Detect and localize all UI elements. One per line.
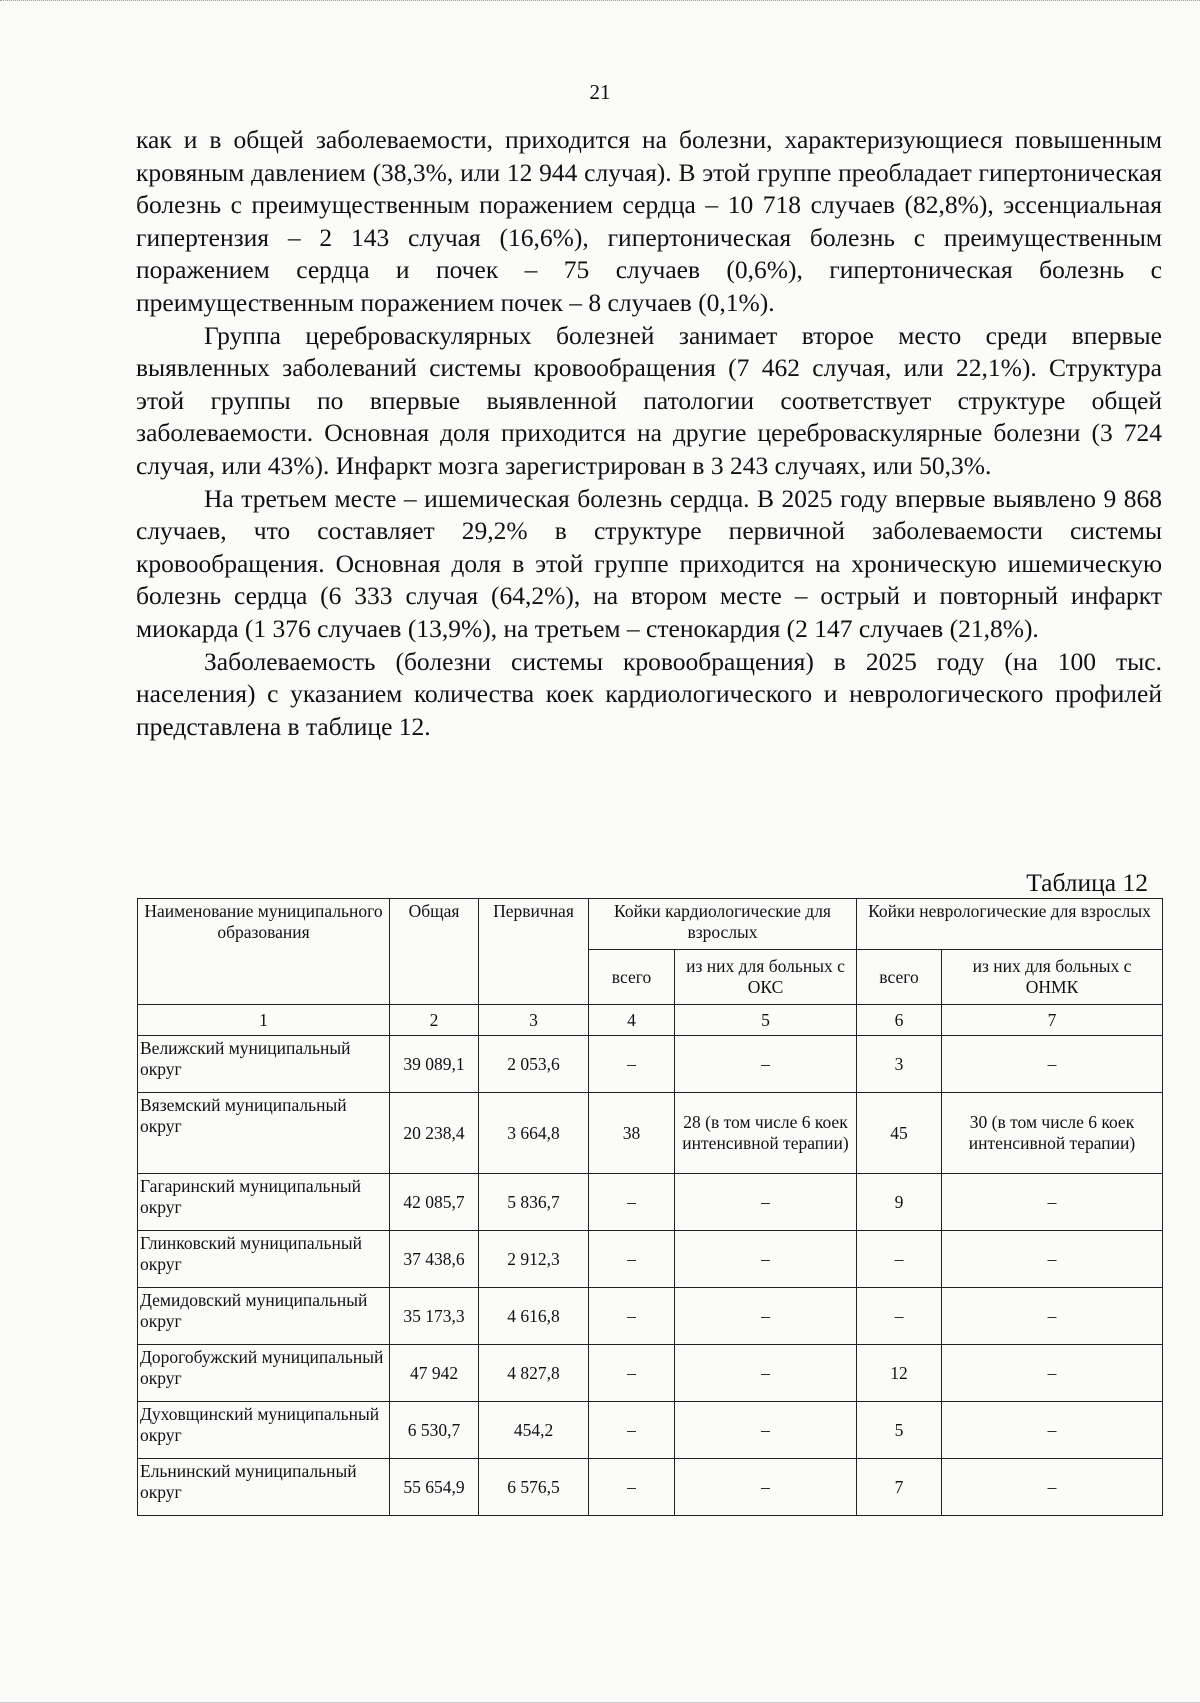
cell-name: Вяземский муниципальный округ xyxy=(138,1093,390,1174)
paragraph-3: На третьем месте – ишемическая болезнь сердца. В 2025 году впервые выявлено 9 868 случаев, что составляет 29,2% в структуре первичной заболеваемости системы кровообращения. Основная доля в этой группе приходится на хроническую ишемическую болезнь сердца (6 333 случая (64,2%), на втором месте – острый и повторный инфаркт миокарда (1 376 случаев (13,9%), на третьем – стенокардия (2 147 случаев (21,8%). xyxy=(136,483,1162,643)
cell-neuro-all: 12 xyxy=(857,1345,942,1402)
scan-bottom-edge xyxy=(0,1698,1200,1703)
cell-neuro-onmk: – xyxy=(942,1231,1163,1288)
cell-total: 42 085,7 xyxy=(390,1174,479,1231)
header-cardio-all: всего xyxy=(589,950,675,1005)
table-row xyxy=(138,1231,1163,1288)
cell-cardio-oks: – xyxy=(675,1459,857,1516)
cell-primary: 454,2 xyxy=(479,1402,589,1459)
table-row xyxy=(138,1345,1163,1402)
header-cardio-oks: из них для больных с ОКС xyxy=(675,950,857,1005)
cell-cardio-oks: – xyxy=(675,1231,857,1288)
cell-neuro-all: – xyxy=(857,1231,942,1288)
column-number: 1 xyxy=(138,1005,390,1036)
cell-neuro-all: 45 xyxy=(857,1093,942,1174)
cell-cardio-all: 38 xyxy=(589,1093,675,1174)
cell-total: 55 654,9 xyxy=(390,1459,479,1516)
cell-neuro-onmk: – xyxy=(942,1174,1163,1231)
cell-neuro-onmk: – xyxy=(942,1036,1163,1093)
cell-total: 6 530,7 xyxy=(390,1402,479,1459)
cell-cardio-oks: – xyxy=(675,1288,857,1345)
paragraph-4: Заболеваемость (болезни системы кровообращения) в 2025 году (на 100 тыс. населения) с указанием количества коек кардиологического и неврологического профилей представлена в таблице 12. xyxy=(136,646,1162,741)
cell-primary: 2 912,3 xyxy=(479,1231,589,1288)
cell-total: 35 173,3 xyxy=(390,1288,479,1345)
header-cardio-group: Койки кардиологические для взрослых xyxy=(589,899,857,950)
cell-neuro-onmk: – xyxy=(942,1345,1163,1402)
cell-primary: 4 827,8 xyxy=(479,1345,589,1402)
header-neuro-all: всего xyxy=(857,950,942,1005)
cell-name: Глинковский муниципальный округ xyxy=(138,1231,390,1288)
cell-cardio-all: – xyxy=(589,1288,675,1345)
paragraph-1: как и в общей заболеваемости, приходится на болезни, характеризующиеся повышенным кровяным давлением (38,3%, или 12 944 случая). В этой группе преобладает гипертоническая болезнь с преимущественным поражением сердца – 10 718 случаев (82,8%), эссенциальная гипертензия – 2 143 случая (16,6%), гипертоническая болезнь с преимущественным поражением сердца и почек – 75 случаев (0,6%), гипертоническая болезнь с преимущественным поражением почек – 8 случаев (0,1%). xyxy=(136,125,1162,317)
cell-neuro-all: – xyxy=(857,1288,942,1345)
cell-neuro-onmk: – xyxy=(942,1459,1163,1516)
table-row xyxy=(138,1288,1163,1345)
column-number: 6 xyxy=(857,1005,942,1036)
table-row xyxy=(138,1174,1163,1231)
cell-cardio-oks: – xyxy=(675,1036,857,1093)
cell-primary: 5 836,7 xyxy=(479,1174,589,1231)
cell-cardio-oks: – xyxy=(675,1345,857,1402)
body-text xyxy=(136,124,1162,743)
cell-cardio-all: – xyxy=(589,1036,675,1093)
cell-primary: 3 664,8 xyxy=(479,1093,589,1174)
table-caption: Таблица 12 xyxy=(1026,868,1148,897)
cell-name: Демидовский муниципальный округ xyxy=(138,1288,390,1345)
paragraph-2: Группа цереброваскулярных болезней занимает второе место среди впервые выявленных заболеваний системы кровообращения (7 462 случая, или 22,1%). Структура этой группы по впервые выявленной патологии соответствует структуре общей заболеваемости. Основная доля приходится на другие цереброваскулярные болезни (3 724 случая, или 43%). Инфаркт мозга зарегистрирован в 3 243 случаях, или 50,3%. xyxy=(136,320,1162,480)
table-row xyxy=(138,1459,1163,1516)
cell-cardio-oks: 28 (в том числе 6 коек интенсивной терапии) xyxy=(675,1093,857,1174)
cell-primary: 6 576,5 xyxy=(479,1459,589,1516)
cell-total: 20 238,4 xyxy=(390,1093,479,1174)
cell-cardio-oks: – xyxy=(675,1174,857,1231)
cell-neuro-all: 5 xyxy=(857,1402,942,1459)
cell-cardio-oks: – xyxy=(675,1402,857,1459)
page-number: 21 xyxy=(589,80,611,104)
cell-cardio-all: – xyxy=(589,1231,675,1288)
column-number-row xyxy=(138,1005,1163,1036)
column-number: 2 xyxy=(390,1005,479,1036)
column-number: 7 xyxy=(942,1005,1163,1036)
cell-cardio-all: – xyxy=(589,1174,675,1231)
cell-cardio-all: – xyxy=(589,1345,675,1402)
cell-cardio-all: – xyxy=(589,1459,675,1516)
morbidity-table xyxy=(137,898,1163,1516)
column-number: 4 xyxy=(589,1005,675,1036)
cell-name: Велижский муниципальный округ xyxy=(138,1036,390,1093)
cell-name: Дорогобужский муниципальный округ xyxy=(138,1345,390,1402)
cell-primary: 2 053,6 xyxy=(479,1036,589,1093)
cell-neuro-onmk: 30 (в том числе 6 коек интенсивной терапии) xyxy=(942,1093,1163,1174)
cell-name: Гагаринский муниципальный округ xyxy=(138,1174,390,1231)
cell-neuro-all: 7 xyxy=(857,1459,942,1516)
header-primary: Первичная xyxy=(479,899,589,1005)
cell-name: Духовщинский муниципальный округ xyxy=(138,1402,390,1459)
cell-total: 37 438,6 xyxy=(390,1231,479,1288)
header-neuro-onmk: из них для больных с ОНМК xyxy=(942,950,1163,1005)
header-name: Наименование муниципального образования xyxy=(138,899,390,1005)
header-total: Общая xyxy=(390,899,479,1005)
cell-name: Ельнинский муниципальный округ xyxy=(138,1459,390,1516)
header-neuro-group: Койки неврологические для взрослых xyxy=(857,899,1163,950)
cell-neuro-onmk: – xyxy=(942,1402,1163,1459)
table-row xyxy=(138,1036,1163,1093)
cell-primary: 4 616,8 xyxy=(479,1288,589,1345)
cell-neuro-all: 3 xyxy=(857,1036,942,1093)
table-row xyxy=(138,1402,1163,1459)
cell-neuro-onmk: – xyxy=(942,1288,1163,1345)
cell-neuro-all: 9 xyxy=(857,1174,942,1231)
table-row xyxy=(138,1093,1163,1174)
cell-total: 39 089,1 xyxy=(390,1036,479,1093)
scan-top-edge xyxy=(0,0,1200,7)
column-number: 5 xyxy=(675,1005,857,1036)
column-number: 3 xyxy=(479,1005,589,1036)
cell-total: 47 942 xyxy=(390,1345,479,1402)
cell-cardio-all: – xyxy=(589,1402,675,1459)
